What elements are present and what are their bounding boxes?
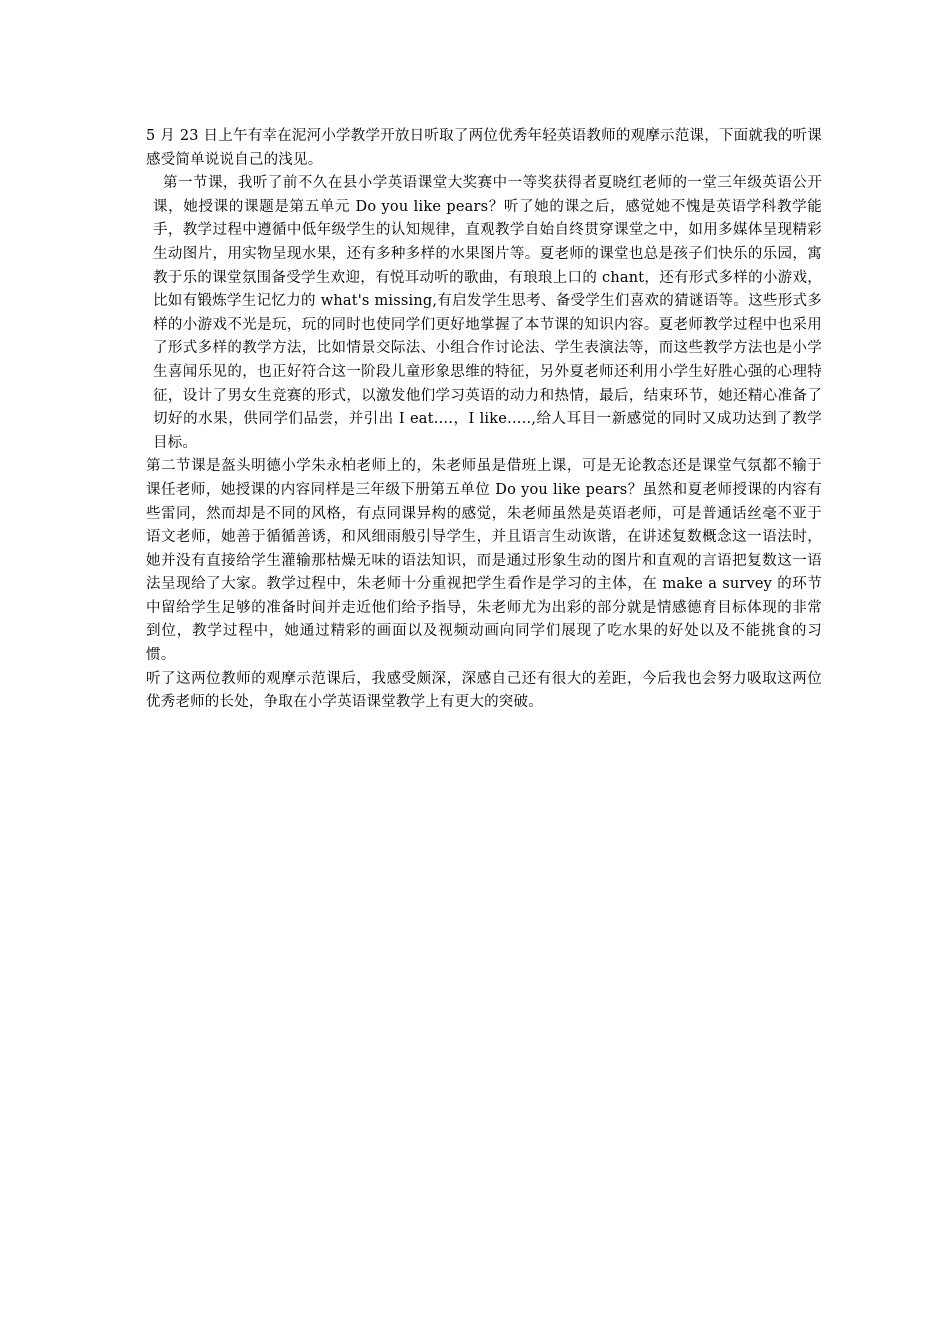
- paragraph-first-lesson: 第一节课，我听了前不久在县小学英语课堂大奖赛中一等奖获得者夏晓红老师的一堂三年级英语公开课，她授课的课题是第五单元 Do you like pears？听了她的课之后，感觉她不愧是英语学科教学能手，教学过程中遵循中低年级学生的认知规律，直观教学自始自终贯穿课堂之中，如用多媒体呈现精彩生动图片，用实物呈现水果，还有多种多样的水果图片等。夏老师的课堂也总是孩子们快乐的乐园，寓教于乐的课堂氛围备受学生欢迎，有悦耳动听的歌曲，有琅琅上口的 chant，还有形式多样的小游戏，比如有锻炼学生记忆力的 what's missing,有启发学生思考、备受学生们喜欢的猜谜语等。这些形式多样的小游戏不光是玩，玩的同时也使同学们更好地掌握了本节课的知识内容。夏老师教学过程中也采用了形式多样的教学方法，比如情景交际法、小组合作讨论法、学生表演法等，而这些教学方法也是小学生喜闻乐见的，也正好符合这一阶段儿童形象思维的特征，另外夏老师还利用小学生好胜心强的心理特征，设计了男女生竞赛的形式，以激发他们学习英语的动力和热情，最后，结束环节，她还精心准备了切好的水果，供同学们品尝，并引出 I eat….，I like…..,给人耳目一新感觉的同时又成功达到了教学目标。: [153, 175, 822, 451]
- paragraph-conclusion: 听了这两位教师的观摩示范课后，我感受颇深，深感自己还有很大的差距，今后我也会努力吸取这两位优秀老师的长处，争取在小学英语课堂教学上有更大的突破。: [146, 670, 822, 711]
- document-body: [146, 125, 822, 715]
- paragraph-intro: 5 月 23 日上午有幸在泥河小学教学开放日听取了两位优秀年轻英语教师的观摩示范课，下面就我的听课感受简单说说自己的浅见。: [146, 128, 822, 168]
- paragraph-second-lesson: 第二节课是盔头明德小学朱永柏老师上的，朱老师虽是借班上课，可是无论教态还是课堂气氛都不输于课任老师，她授课的内容同样是三年级下册第五单位 Do you like pears？虽然和夏老师授课的内容有些雷同，然而却是不同的风格，有点同课异构的感觉，朱老师虽然是英语老师，可是普通话丝毫不亚于语文老师，她善于循循善诱，和风细雨般引导学生，并且语言生动诙谐，在讲述复数概念这一语法时，她并没有直接给学生灌输那枯燥无味的语法知识，而是通过形象生动的图片和直观的言语把复数这一语法呈现给了大家。教学过程中，朱老师十分重视把学生看作是学习的主体，在 make a survey 的环节中留给学生足够的准备时间并走近他们给予指导，朱老师尤为出彩的部分就是情感德育目标体现的非常到位，教学过程中，她通过精彩的画面以及视频动画向同学们展现了吃水果的好处以及不能挑食的习惯。: [146, 458, 822, 664]
